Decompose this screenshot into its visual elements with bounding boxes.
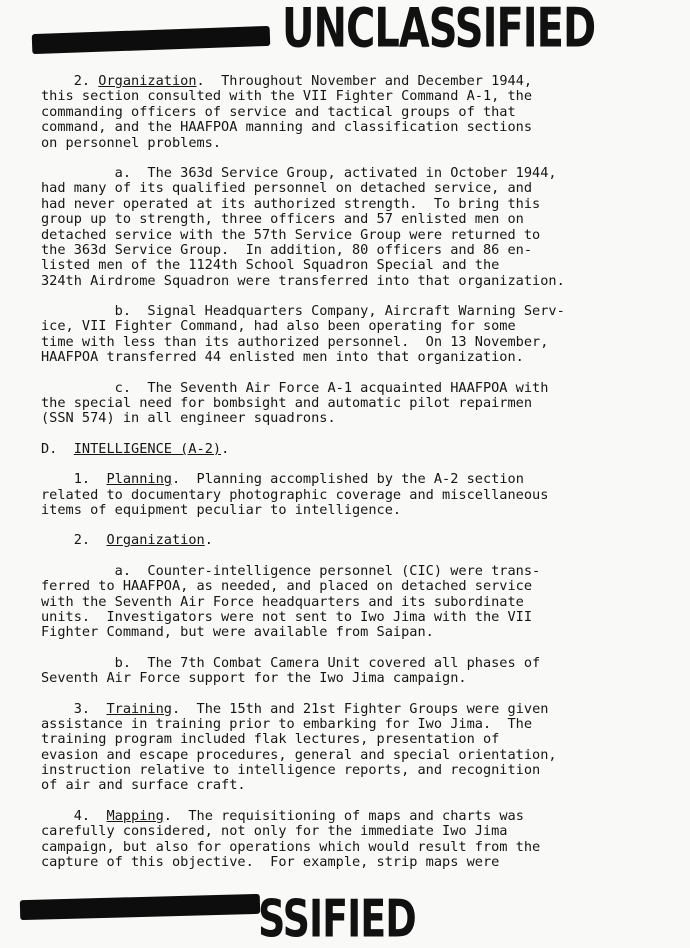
text-run: listed men of the 1124th School Squadron Special and the — [41, 257, 500, 274]
text-run: command, and the HAAFPOA manning and classification sections — [41, 119, 533, 136]
text-line — [41, 855, 641, 870]
text-run: HAAFPOA transferred 44 enlisted men into that organization. — [41, 349, 524, 366]
text-line — [41, 136, 641, 151]
paragraph — [41, 564, 641, 641]
text-run: . Planning accomplished by the A-2 section — [171, 471, 524, 488]
text-run: 324th Airdrome Squadron were transferred into that organization. — [41, 272, 565, 289]
text-run: Fighter Command, but were available from Saipan. — [41, 624, 434, 641]
paragraph — [41, 442, 641, 457]
text-line — [41, 212, 641, 227]
text-line — [41, 717, 641, 732]
paragraph — [41, 381, 641, 427]
text-run: 3. — [41, 700, 107, 717]
section-heading: Organization — [98, 73, 197, 89]
text-run: time with less than its authorized personnel. On 13 November, — [41, 333, 549, 350]
text-run: 1. — [41, 471, 107, 488]
text-line — [41, 258, 641, 273]
text-run: (SSN 574) in all engineer squadrons. — [41, 410, 336, 427]
text-line — [41, 274, 641, 289]
text-run: had never operated at its authorized strength. To bring this — [41, 195, 541, 212]
text-run: . — [221, 440, 230, 457]
text-line — [41, 319, 641, 334]
text-line — [41, 120, 641, 135]
text-run: 2. — [41, 532, 107, 549]
classification-stamp-header: UNCLASSIFIED — [282, 0, 596, 61]
text-line — [41, 671, 641, 686]
text-line — [41, 625, 641, 640]
text-line — [41, 824, 641, 839]
text-line — [41, 74, 641, 89]
text-run: ferred to HAAFPOA, as needed, and placed on detached service — [41, 578, 533, 595]
text-run: . Throughout November and December 1944, — [196, 73, 533, 89]
text-line — [41, 89, 641, 104]
text-line — [41, 396, 641, 411]
text-run: related to documentary photographic coverage and miscellaneous — [41, 486, 549, 503]
text-line — [41, 702, 641, 717]
text-line — [41, 732, 641, 747]
text-run: items of equipment peculiar to intelligence. — [41, 501, 402, 518]
text-line — [41, 442, 641, 457]
text-run: of air and surface craft. — [41, 777, 246, 794]
text-line — [41, 243, 641, 258]
footer-redaction-bar — [20, 894, 260, 920]
paragraph — [41, 166, 641, 289]
text-line — [41, 105, 641, 120]
text-run: Seventh Air Force support for the Iwo Jima campaign. — [41, 670, 467, 687]
text-line — [41, 166, 641, 181]
text-run: . The requisitioning of maps and charts was — [163, 807, 524, 824]
text-line — [41, 778, 641, 793]
text-run: 4. — [41, 807, 107, 824]
text-run: . — [204, 532, 213, 549]
text-line — [41, 350, 641, 365]
paragraph — [41, 304, 641, 366]
text-run: ice, VII Fighter Command, had also been operating for some — [41, 318, 516, 335]
text-run: commanding officers of service and tactical groups of that — [41, 103, 516, 120]
paragraph — [41, 809, 641, 871]
header-redaction-bar — [32, 26, 271, 54]
text-run: instruction relative to intelligence reports, and recognition — [41, 762, 541, 779]
text-run: evasion and escape procedures, general and special orientation, — [41, 746, 557, 763]
section-heading: INTELLIGENCE (A-2) — [73, 440, 222, 457]
text-line — [41, 488, 641, 503]
text-run: capture of this objective. For example, strip maps were — [41, 854, 500, 871]
paragraph — [41, 702, 641, 794]
text-line — [41, 564, 641, 579]
text-line — [41, 472, 641, 487]
paragraph — [41, 74, 641, 151]
text-run: the special need for bombsight and automatic pilot repairmen — [41, 395, 533, 412]
text-line — [41, 579, 641, 594]
text-line — [41, 656, 641, 671]
paragraph — [41, 472, 641, 518]
text-line — [41, 181, 641, 196]
paragraph — [41, 656, 641, 687]
text-run: group up to strength, three officers and 57 enlisted men on — [41, 211, 524, 228]
text-run: b. The 7th Combat Camera Unit covered all phases of — [41, 654, 541, 671]
text-run: c. The Seventh Air Force A-1 acquainted HAAFPOA with — [41, 379, 549, 396]
text-run: D. — [41, 440, 74, 457]
classification-stamp-footer: SSIFIED — [258, 889, 416, 948]
section-heading: Mapping — [106, 807, 164, 824]
text-line — [41, 411, 641, 426]
text-line — [41, 809, 641, 824]
text-line — [41, 335, 641, 350]
text-run: the 363d Service Group. In addition, 80 officers and 86 en- — [41, 241, 533, 258]
text-line — [41, 304, 641, 319]
text-run: units. Investigators were not sent to Iwo Jima with the VII — [41, 608, 533, 625]
text-line — [41, 381, 641, 396]
text-line — [41, 595, 641, 610]
text-line — [41, 533, 641, 548]
text-run: detached service with the 57th Service Group were returned to — [41, 226, 541, 243]
text-run: training program included flak lectures, presentation of — [41, 731, 500, 748]
text-run: campaign, but also for operations which would result from the — [41, 838, 541, 855]
text-line — [41, 503, 641, 518]
text-line — [41, 763, 641, 778]
text-run: carefully considered, not only for the immediate Iwo Jima — [41, 823, 508, 840]
section-heading: Planning — [106, 471, 172, 488]
text-run: on personnel problems. — [41, 134, 222, 151]
text-line — [41, 748, 641, 763]
text-run: 2. — [41, 73, 99, 89]
text-run: with the Seventh Air Force headquarters and its subordinate — [41, 593, 524, 610]
text-run: b. Signal Headquarters Company, Aircraft Warning Serv- — [41, 303, 565, 320]
section-heading: Organization — [106, 532, 205, 549]
text-run: a. The 363d Service Group, activated in October 1944, — [41, 164, 557, 181]
text-run: . The 15th and 21st Fighter Groups were given — [171, 700, 549, 717]
section-heading: Training — [106, 700, 172, 717]
text-line — [41, 228, 641, 243]
text-line — [41, 610, 641, 625]
text-line — [41, 840, 641, 855]
text-run: this section consulted with the VII Fighter Command A-1, the — [41, 88, 533, 105]
document-body — [41, 74, 641, 885]
text-run: a. Counter-intelligence personnel (CIC) were trans- — [41, 562, 541, 579]
text-run: assistance in training prior to embarking for Iwo Jima. The — [41, 715, 533, 732]
text-line — [41, 197, 641, 212]
paragraph — [41, 533, 641, 548]
text-run: had many of its qualified personnel on detached service, and — [41, 180, 533, 197]
